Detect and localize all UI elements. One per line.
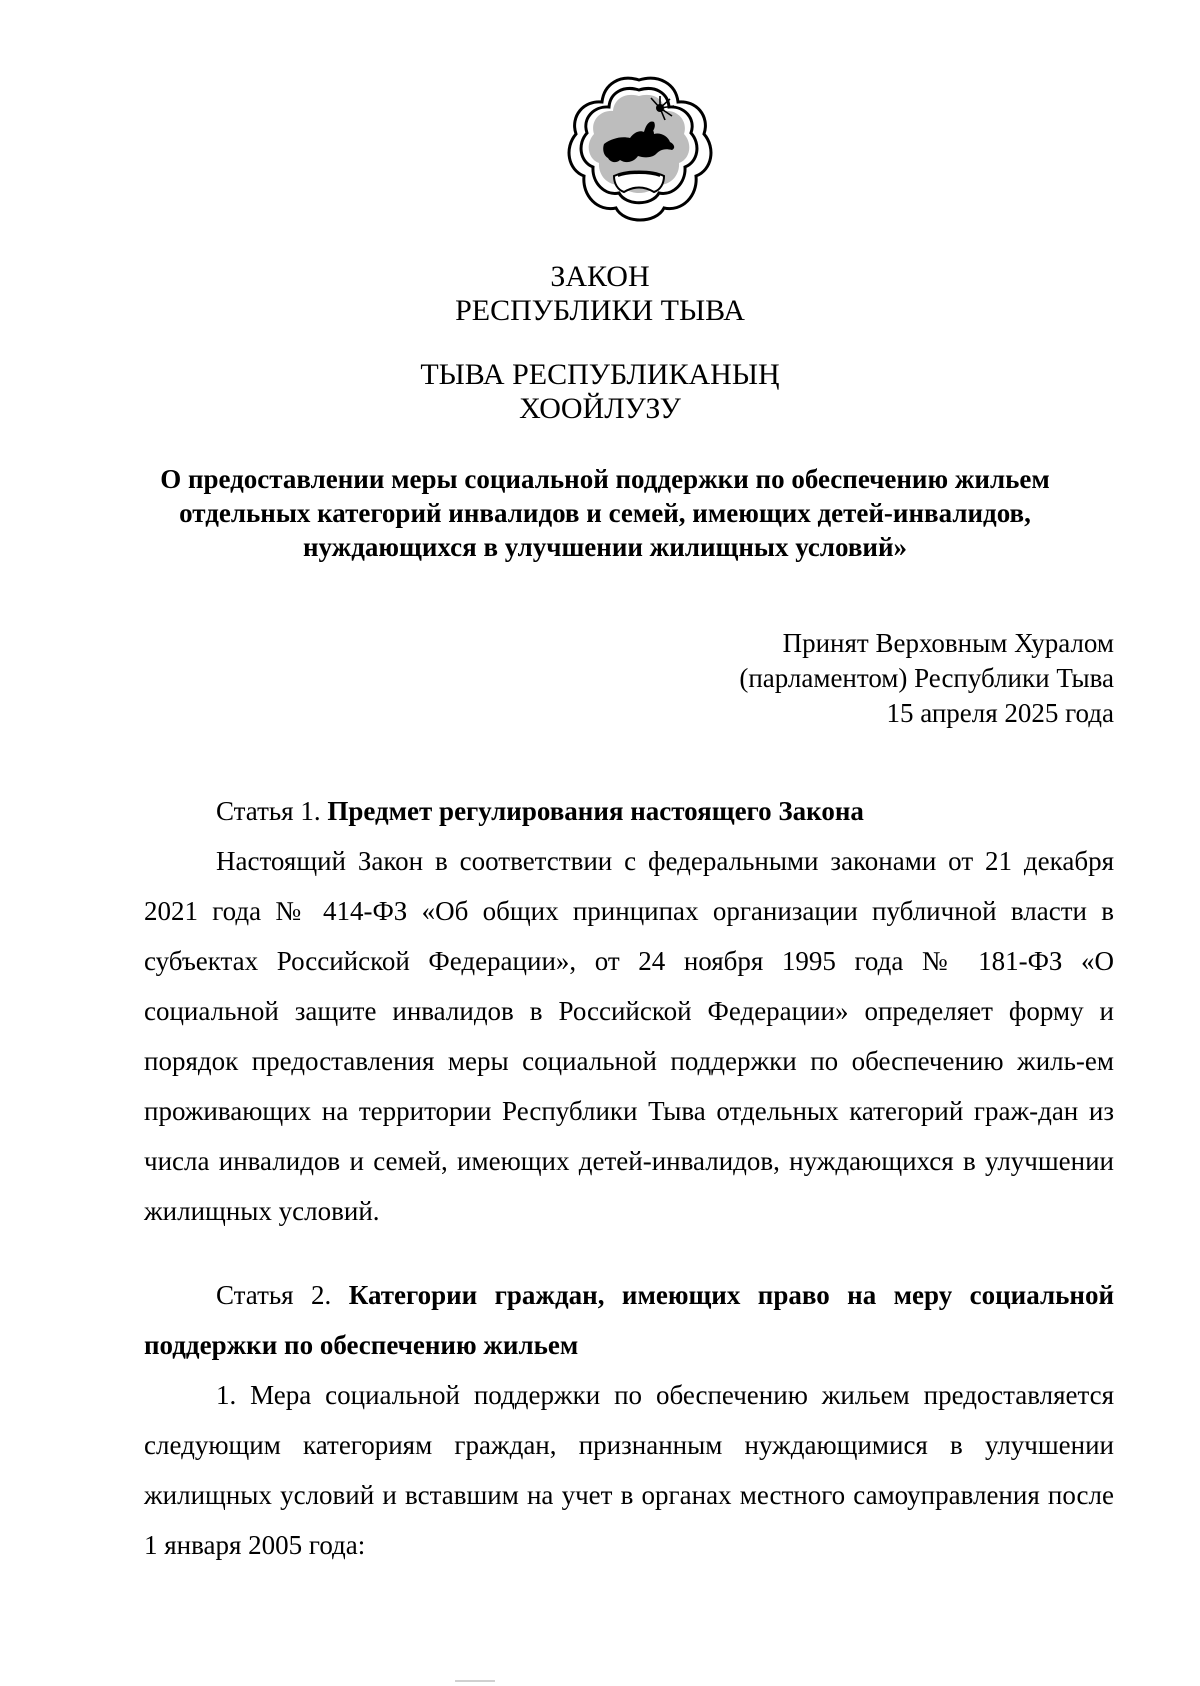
- article-paragraph: Настоящий Закон в соответствии с федеральными законами от 21 декабря 2021 года № 414-ФЗ «Об общих принципах организации публичной власти в субъектах Российской Федерации», от 24 ноября 1995 года № 181-ФЗ «О социальной защите инвалидов в Российской Федерации» определяет форму и порядок предоставления меры социальной поддержки по обеспечению жиль-ем проживающих на территории Республики Тыва отдельных категорий граж-дан из числа инвалидов и семей, имеющих детей-инвалидов, нуждающихся в улучшении жилищных условий.: [144, 846, 1114, 1226]
- article-number: Статья 1.: [216, 796, 321, 826]
- article-title: Предмет регулирования настоящего Закона: [327, 796, 864, 826]
- article-title: Категории граждан, имеющих право на меру социальной поддержки по обеспечению жильем: [144, 1280, 1115, 1360]
- scan-artifact: [455, 1680, 495, 1682]
- adoption-line1: Принят Верховным Хуралом: [782, 628, 1114, 658]
- law-title-ru: [0, 260, 1200, 328]
- adoption-date: 15 апреля 2025 года: [886, 698, 1114, 728]
- adoption-line2: (парламентом) Республики Тыва: [739, 663, 1114, 693]
- article-heading: [144, 1270, 1114, 1370]
- article-paragraph: 1. Мера социальной поддержки по обеспечению жильем предоставляется следующим категориям граждан, признанным нуждающимися в улучшении жилищных условий и вставшим на учет в органах местного самоуправления после 1 января 2005 года:: [144, 1380, 1114, 1560]
- article-number: Статья 2.: [216, 1280, 332, 1310]
- law-title-tyv: [0, 358, 1200, 426]
- tuva-coat-of-arms-icon: [564, 72, 714, 234]
- article-heading: [144, 786, 1114, 836]
- law-title-tyv-line1: ТЫВА РЕСПУБЛИКАНЫҢ: [420, 358, 780, 391]
- law-title-ru-line1: ЗАКОН: [550, 260, 650, 293]
- law-subject: О предоставлении меры социальной поддержки по обеспечению жильем отдельных категорий инвалидов и семей, имеющих детей-инвалидов, нуждающихся в улучшении жилищных условий»: [160, 464, 1050, 562]
- article-2: [144, 1270, 1114, 1570]
- article-1: [144, 786, 1114, 1236]
- adoption-note: [739, 626, 1114, 731]
- law-title-tyv-line2: ХООЙЛУЗУ: [519, 392, 681, 425]
- law-title-ru-line2: РЕСПУБЛИКИ ТЫВА: [455, 294, 745, 327]
